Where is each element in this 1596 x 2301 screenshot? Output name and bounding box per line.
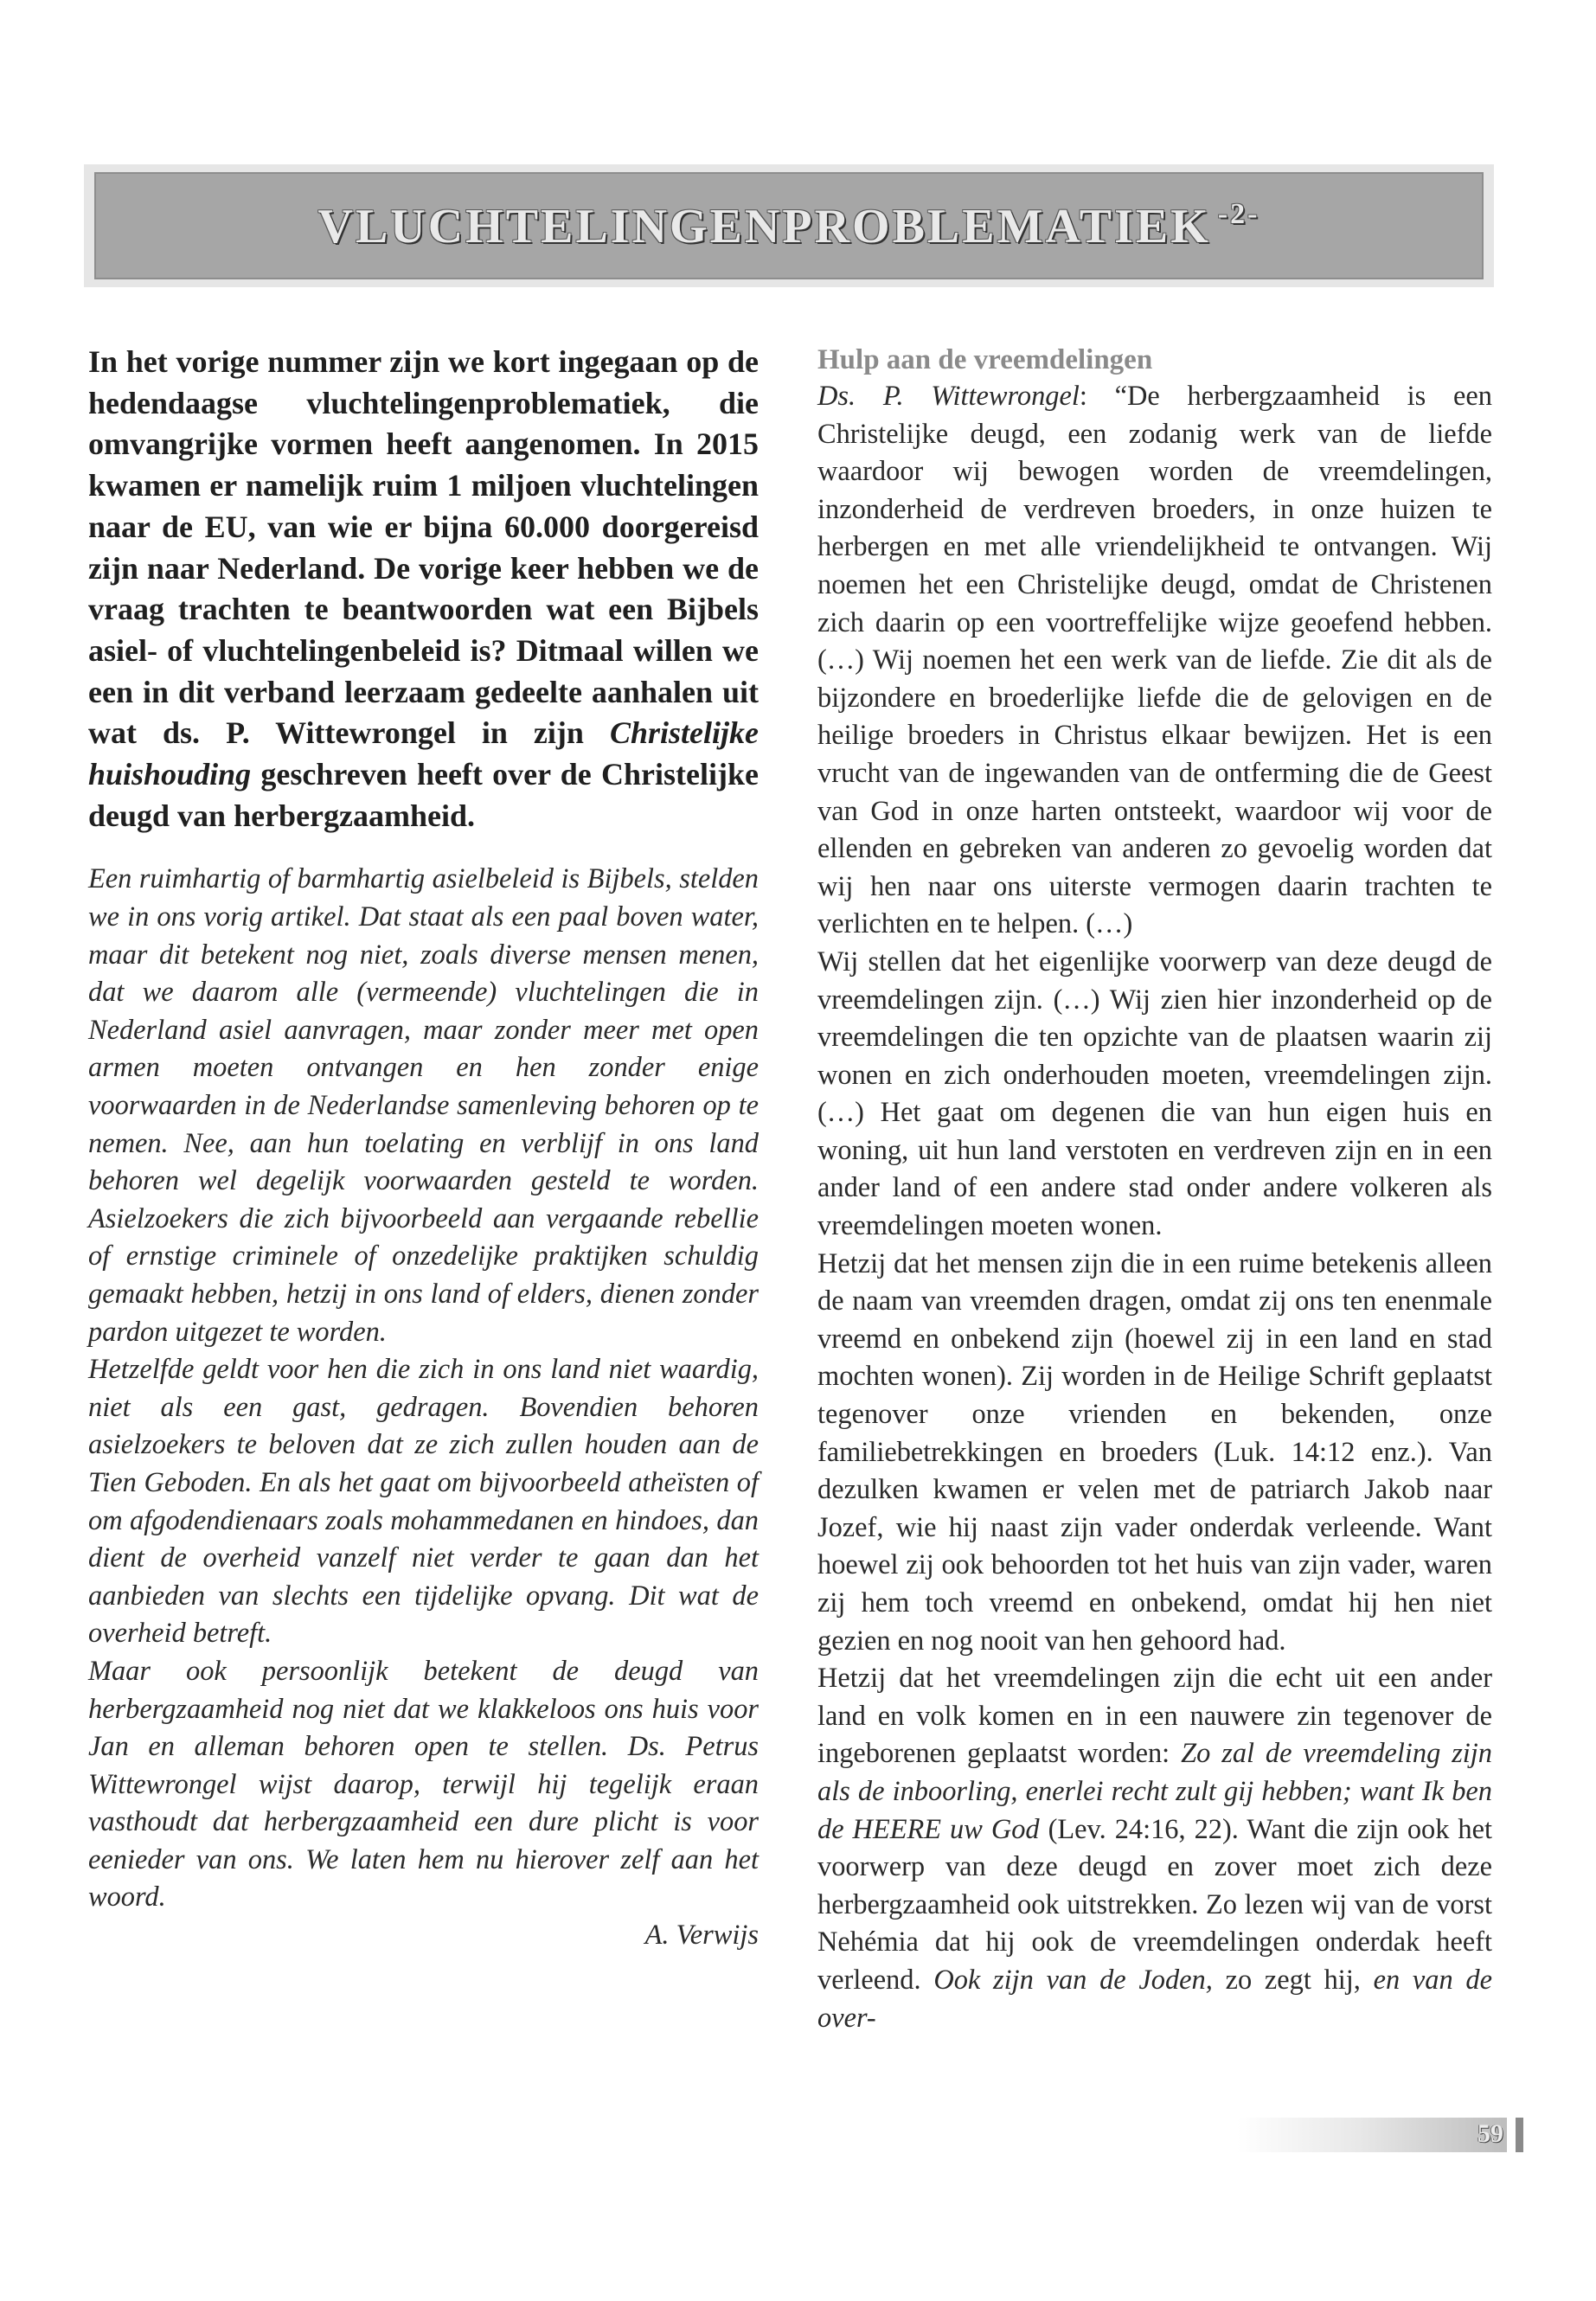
page-number: 59 — [1477, 2119, 1503, 2148]
title-box — [94, 172, 1484, 279]
intro-text-start: In het vorige nummer zijn we kort ingegaan op de hedendaagse vluchtelingenproblematiek, die omvangrijke vormen heeft aangenomen. In 2015 kwamen er namelijk ruim 1 miljoen vluchtelingen naar de EU, van wie er bijna 60.000 doorgereisd zijn naar Nederland. De vorige keer hebben we de vraag trachten te beantwoorden wat een Bijbels asiel- of vluchtelingenbeleid is? Ditmaal willen we een in dit verband leerzaam gedeelte aanhalen uit wat ds. P. Wittewrongel in zijn — [88, 344, 759, 751]
right-paragraph-4 — [817, 1660, 1492, 2037]
right-paragraph-3: Hetzij dat het mensen zijn die in een ruime betekenis alleen de naam van vreemden dragen, omdat zij ons ten enenmale vreemd en onbekend zijn (hoewel zij in een land en stad mochten wonen). Zij worden in de Heilige Schrift geplaatst tegenover onze vrienden en bekenden, onze familiebetrekkingen en broeders (Luk. 14:12 enz.). Van dezulken kwamen er velen met de patriarch Jakob naar Jozef, wie hij naast zijn vader onderdak verleende. Want hoewel zij ook behoorden tot het huis van zijn vader, waren zij hem toch vreemd en onbekend, omdat hij hen niet gezien en nog nooit van hen gehoord had. — [817, 1247, 1492, 1657]
right-paragraph-2: Wij stellen dat het eigenlijke voorwerp van deze deugd de vreemdelingen zijn. (…) Wij zien hier inzonderheid op de vreemdelingen die ten opzichte van de plaatsen waarin zij wonen en zich onderhouden moeten, vreemdelingen zijn. (…) Het gaat om degenen die van hun eigen huis en woning, uit hun land verstoten en verdreven zijn en in een ander land of een andere stad onder andere volkeren als vreemdelingen moeten wonen. — [817, 945, 1492, 1242]
left-column — [88, 342, 759, 1955]
right-paragraph-4-b: (Lev. 24:16, 22). Want die zijn ook het voorwerp van deze deugd en zover moet zich deze herbergzaamheid ook uitstrekken. Zo lezen wij van de vorst Nehémia dat hij ook de vreemdelingen onderdak heeft verleend. — [817, 1813, 1492, 1996]
right-paragraph-4-a: Hetzij dat het vreemdelingen zijn die echt uit een ander land en volk komen en in een nauwere zin tegenover de ingeborenen geplaatst worden: — [817, 1663, 1492, 1770]
article-title-main: VLUCHTELINGENPROBLEMATIEK — [317, 199, 1211, 253]
page-number-bar — [1516, 2118, 1523, 2152]
scripture-quote: Zo zal de vreemdeling zijn als de inboorling, enerlei recht zult gij hebben; want Ik ben de HEERE uw God — [817, 1738, 1492, 1845]
title-banner — [84, 164, 1494, 287]
right-paragraph-1 — [817, 378, 1492, 944]
quote-fragment-2: en van de over- — [817, 1964, 1492, 2034]
right-column — [817, 342, 1492, 2037]
quote-fragment-1: Ook zijn van de Joden, — [933, 1964, 1213, 1996]
left-paragraph-3: Maar ook persoonlijk betekent de deugd van herbergzaamheid nog niet dat we klakkeloos ons huis voor Jan en alleman behoren open te stellen. Ds. Petrus Wittewrongel wijst daarop, terwijl hij tegelijk eraan vasthoudt dat herbergzaamheid een dure plicht is voor eenieder van ons. We laten hem nu hierover zelf aan het woord. — [88, 1655, 759, 1913]
article-title — [318, 198, 1260, 254]
right-paragraph-1-text: : “De herbergzaamheid is een Christelijke deugd, een zodanig werk van de liefde waardoor wij bewogen worden de vreemdelingen, inzonderheid de verdreven broeders, in onze huizen te herbergen en met alle vriendelijkheid te ontvangen. Wij noemen het een Christelijke deugd, omdat de Christenen zich daarin op een voortreffelijke wijze geoefend hebben. (…) Wij noemen het een werk van de liefde. Zie dit als de bijzondere en broederlijke liefde die de gelovigen en de heilige broeders in Christus elkaar bewijzen. Het is een vrucht van de ingewanden van de ontferming die de Geest van God in onze harten ontsteekt, waardoor wij voor de ellenden en gebreken van anderen zo gevoelig worden dat wij hen naar ons uiterste vermogen daarin trachten te verlichten en te helpen. (…) — [817, 381, 1492, 940]
right-paragraph-4-c: zo zegt hij, — [1212, 1964, 1374, 1996]
intro-book-title: Christelijke huishouding — [88, 715, 759, 792]
intro-paragraph — [88, 342, 759, 836]
quote-author: Ds. P. Wittewrongel — [817, 381, 1080, 412]
section-heading: Hulp aan de vreemdelingen — [817, 344, 1153, 375]
left-paragraph-1: Een ruimhartig of barmhartig asielbeleid is Bijbels, stelden we in ons vorig artikel. Dat staat als een paal boven water, maar dit betekent nog niet, zoals diverse mensen menen, dat we daarom alle (vermeende) vluchtelingen die in Nederland asiel aanvragen, maar zonder meer met open armen moeten ontvangen en hen zonder enige voorwaarden in de Nederlandse samenleving behoren op te nemen. Nee, aan hun toelating en verblijf in ons land behoren wel degelijk voorwaarden gesteld te worden. Asielzoekers die zich bijvoorbeeld aan vergaande rebellie of ernstige criminele of onzedelijke praktijken schuldig gemaakt hebben, hetzij in ons land of elders, dienen zonder pardon uitgezet te worden. — [88, 863, 759, 1348]
intro-text-end: geschreven heeft over de Christelijke deugd van herbergzaamheid. — [88, 757, 759, 833]
left-paragraph-2: Hetzelfde geldt voor hen die zich in ons land niet waardig, niet als een gast, gedragen. Bovendien behoren asielzoekers te beloven dat ze zich zullen houden aan de Tien Geboden. En als het gaat om bijvoorbeeld atheïsten of om afgodendienaars zoals mohammedanen en hindoes, dan dient de overheid vanzelf niet verder te gaan dan het aanbieden van slechts een tijdelijke opvang. Dit wat de overheid betreft. — [88, 1354, 759, 1650]
article-title-part: -2- — [1217, 197, 1260, 230]
author-signature: A. Verwijs — [644, 1920, 759, 1952]
